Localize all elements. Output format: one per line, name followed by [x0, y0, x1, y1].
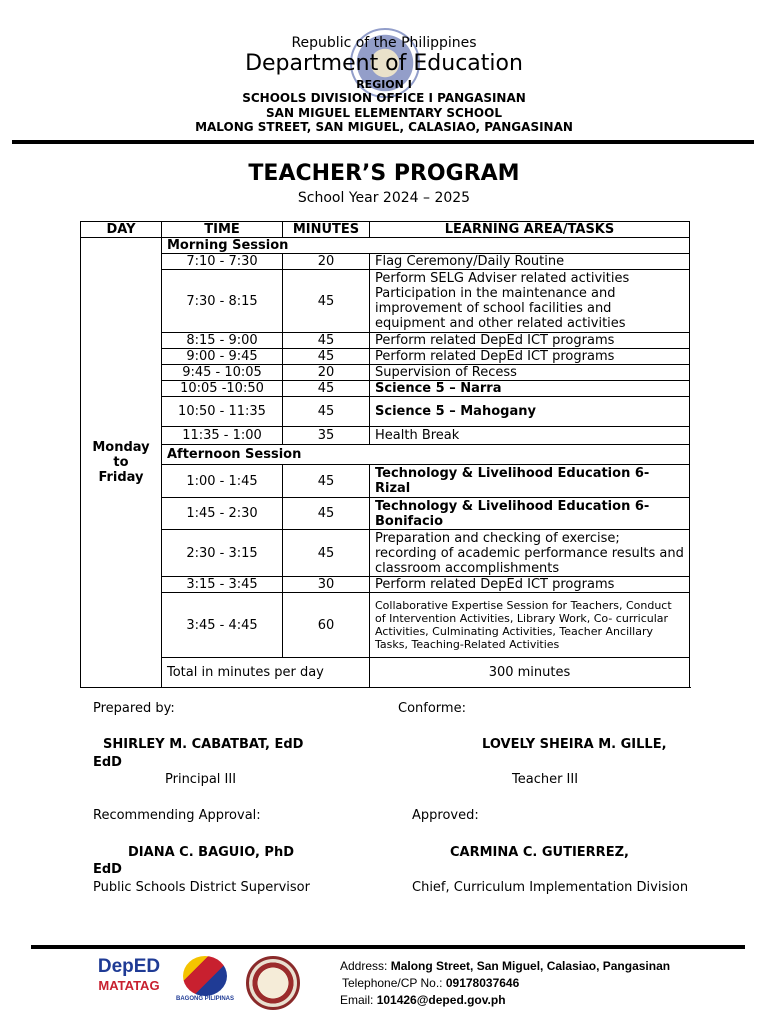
table-row — [81, 427, 690, 445]
total-value: 300 minutes — [370, 658, 690, 688]
minutes-cell: 20 — [283, 365, 370, 381]
recommending-name-cont: EdD — [93, 862, 122, 877]
prepared-title: Principal III — [165, 772, 237, 787]
table-row — [81, 397, 690, 427]
footer-email — [340, 993, 506, 1007]
minutes-cell: 45 — [283, 270, 370, 333]
email-label: Email: — [340, 993, 377, 1007]
time-cell: 1:45 - 2:30 — [162, 498, 283, 530]
task-cell: Technology & Livelihood Education 6-Rizal — [370, 465, 690, 498]
task-cell: Preparation and checking of exercise; recording of academic performance results and classroom accomplishments — [370, 530, 690, 577]
time-cell: 7:30 - 8:15 — [162, 270, 283, 333]
time-cell: 8:15 - 9:00 — [162, 333, 283, 349]
approved-label: Approved: — [412, 808, 479, 823]
task-cell: Health Break — [370, 427, 690, 445]
day-label: Monday to Friday — [92, 440, 150, 485]
table-row — [81, 333, 690, 349]
table-row — [81, 577, 690, 593]
recommending-name: DIANA C. BAGUIO, PhD — [128, 845, 294, 860]
schedule-table — [80, 221, 690, 688]
division: SCHOOLS DIVISION OFFICE I PANGASINAN — [242, 91, 526, 105]
approved-title: Chief, Curriculum Implementation Division — [412, 880, 689, 895]
col-tasks: LEARNING AREA/TASKS — [370, 222, 690, 238]
task-cell: Perform related DepEd ICT programs — [370, 577, 690, 593]
approved-name: CARMINA C. GUTIERREZ, — [450, 845, 629, 860]
school-name: SAN MIGUEL ELEMENTARY SCHOOL — [266, 106, 502, 120]
minutes-cell: 60 — [283, 593, 370, 658]
table-row — [81, 530, 690, 577]
time-cell: 3:15 - 3:45 — [162, 577, 283, 593]
minutes-cell: 45 — [283, 498, 370, 530]
minutes-cell: 45 — [283, 333, 370, 349]
prepared-name: SHIRLEY M. CABATBAT, EdD — [103, 737, 304, 752]
school-address: MALONG STREET, SAN MIGUEL, CALASIAO, PANGASINAN — [195, 120, 573, 134]
department: Department of Education — [245, 51, 523, 76]
address-label: Address: — [340, 959, 391, 973]
minutes-cell: 45 — [283, 397, 370, 427]
minutes-cell: 45 — [283, 381, 370, 397]
minutes-cell: 45 — [283, 465, 370, 498]
minutes-cell: 30 — [283, 577, 370, 593]
table-row — [81, 593, 690, 658]
time-cell: 10:50 - 11:35 — [162, 397, 283, 427]
task-cell: Science 5 – Narra — [370, 381, 690, 397]
footer-phone — [342, 976, 519, 990]
task-cell: Collaborative Expertise Session for Teachers, Conduct of Intervention Activities, Library Work, Co- curricular Activities, Culminating Activities, Teacher Ancillary Tasks, Teaching-Related Activities — [370, 593, 690, 658]
address-value: Malong Street, San Miguel, Calasiao, Pangasinan — [390, 959, 671, 973]
task-cell: Technology & Livelihood Education 6-Bonifacio — [370, 498, 690, 530]
table-row — [81, 349, 690, 365]
time-cell: 9:00 - 9:45 — [162, 349, 283, 365]
prepared-label: Prepared by: — [93, 701, 175, 716]
email-value[interactable]: 101426@deped.gov.ph — [376, 993, 506, 1007]
task-cell: Perform related DepEd ICT programs — [370, 333, 690, 349]
minutes-cell: 45 — [283, 349, 370, 365]
task-cell: Supervision of Recess — [370, 365, 690, 381]
recommending-label: Recommending Approval: — [93, 808, 261, 823]
total-label: Total in minutes per day — [162, 658, 370, 688]
prepared-name-cont: EdD — [93, 755, 122, 770]
conforme-label: Conforme: — [398, 701, 466, 716]
bagong-pilipinas-logo: BAGONG PILIPINAS — [176, 956, 234, 1012]
morning-session-label: Morning Session — [162, 238, 690, 254]
time-cell: 10:05 -10:50 — [162, 381, 283, 397]
time-cell: 7:10 - 7:30 — [162, 254, 283, 270]
time-cell: 2:30 - 3:15 — [162, 530, 283, 577]
table-row — [81, 365, 690, 381]
day-cell — [81, 238, 162, 688]
school-year: School Year 2024 – 2025 — [297, 190, 471, 206]
table-row — [81, 254, 690, 270]
time-cell: 11:35 - 1:00 — [162, 427, 283, 445]
republic: Republic of the Philippines — [291, 35, 477, 51]
col-time: TIME — [162, 222, 283, 238]
table-row — [81, 270, 690, 333]
minutes-cell: 45 — [283, 530, 370, 577]
conforme-name: LOVELY SHEIRA M. GILLE, — [482, 737, 667, 752]
recommending-title: Public Schools District Supervisor — [93, 880, 310, 895]
task-cell: Perform SELG Adviser related activities Participation in the maintenance and improvement of school facilities and equipment and other related activities — [370, 270, 690, 333]
col-minutes: MINUTES — [283, 222, 370, 238]
total-row — [81, 658, 690, 688]
task-cell: Science 5 – Mahogany — [370, 397, 690, 427]
deped-matatag-logo: DepED MATATAG — [97, 956, 161, 993]
phone-label: Telephone/CP No.: — [342, 976, 446, 990]
minutes-cell: 35 — [283, 427, 370, 445]
minutes-cell: 20 — [283, 254, 370, 270]
footer-address — [340, 959, 670, 973]
time-cell: 3:45 - 4:45 — [162, 593, 283, 658]
time-cell: 1:00 - 1:45 — [162, 465, 283, 498]
table-row — [81, 498, 690, 530]
table-row — [81, 381, 690, 397]
table-header-row — [81, 222, 690, 238]
table-row — [81, 465, 690, 498]
school-seal-logo — [246, 956, 300, 1010]
col-day: DAY — [81, 222, 162, 238]
task-cell: Perform related DepEd ICT programs — [370, 349, 690, 365]
phone-value: 09178037646 — [445, 976, 520, 990]
afternoon-session-label: Afternoon Session — [162, 445, 690, 465]
task-cell: Flag Ceremony/Daily Routine — [370, 254, 690, 270]
conforme-title: Teacher III — [512, 772, 579, 787]
header-divider — [12, 140, 754, 144]
footer-divider — [31, 945, 745, 949]
region: REGION I — [356, 78, 412, 91]
time-cell: 9:45 - 10:05 — [162, 365, 283, 381]
page-title: TEACHER’S PROGRAM — [248, 161, 520, 186]
